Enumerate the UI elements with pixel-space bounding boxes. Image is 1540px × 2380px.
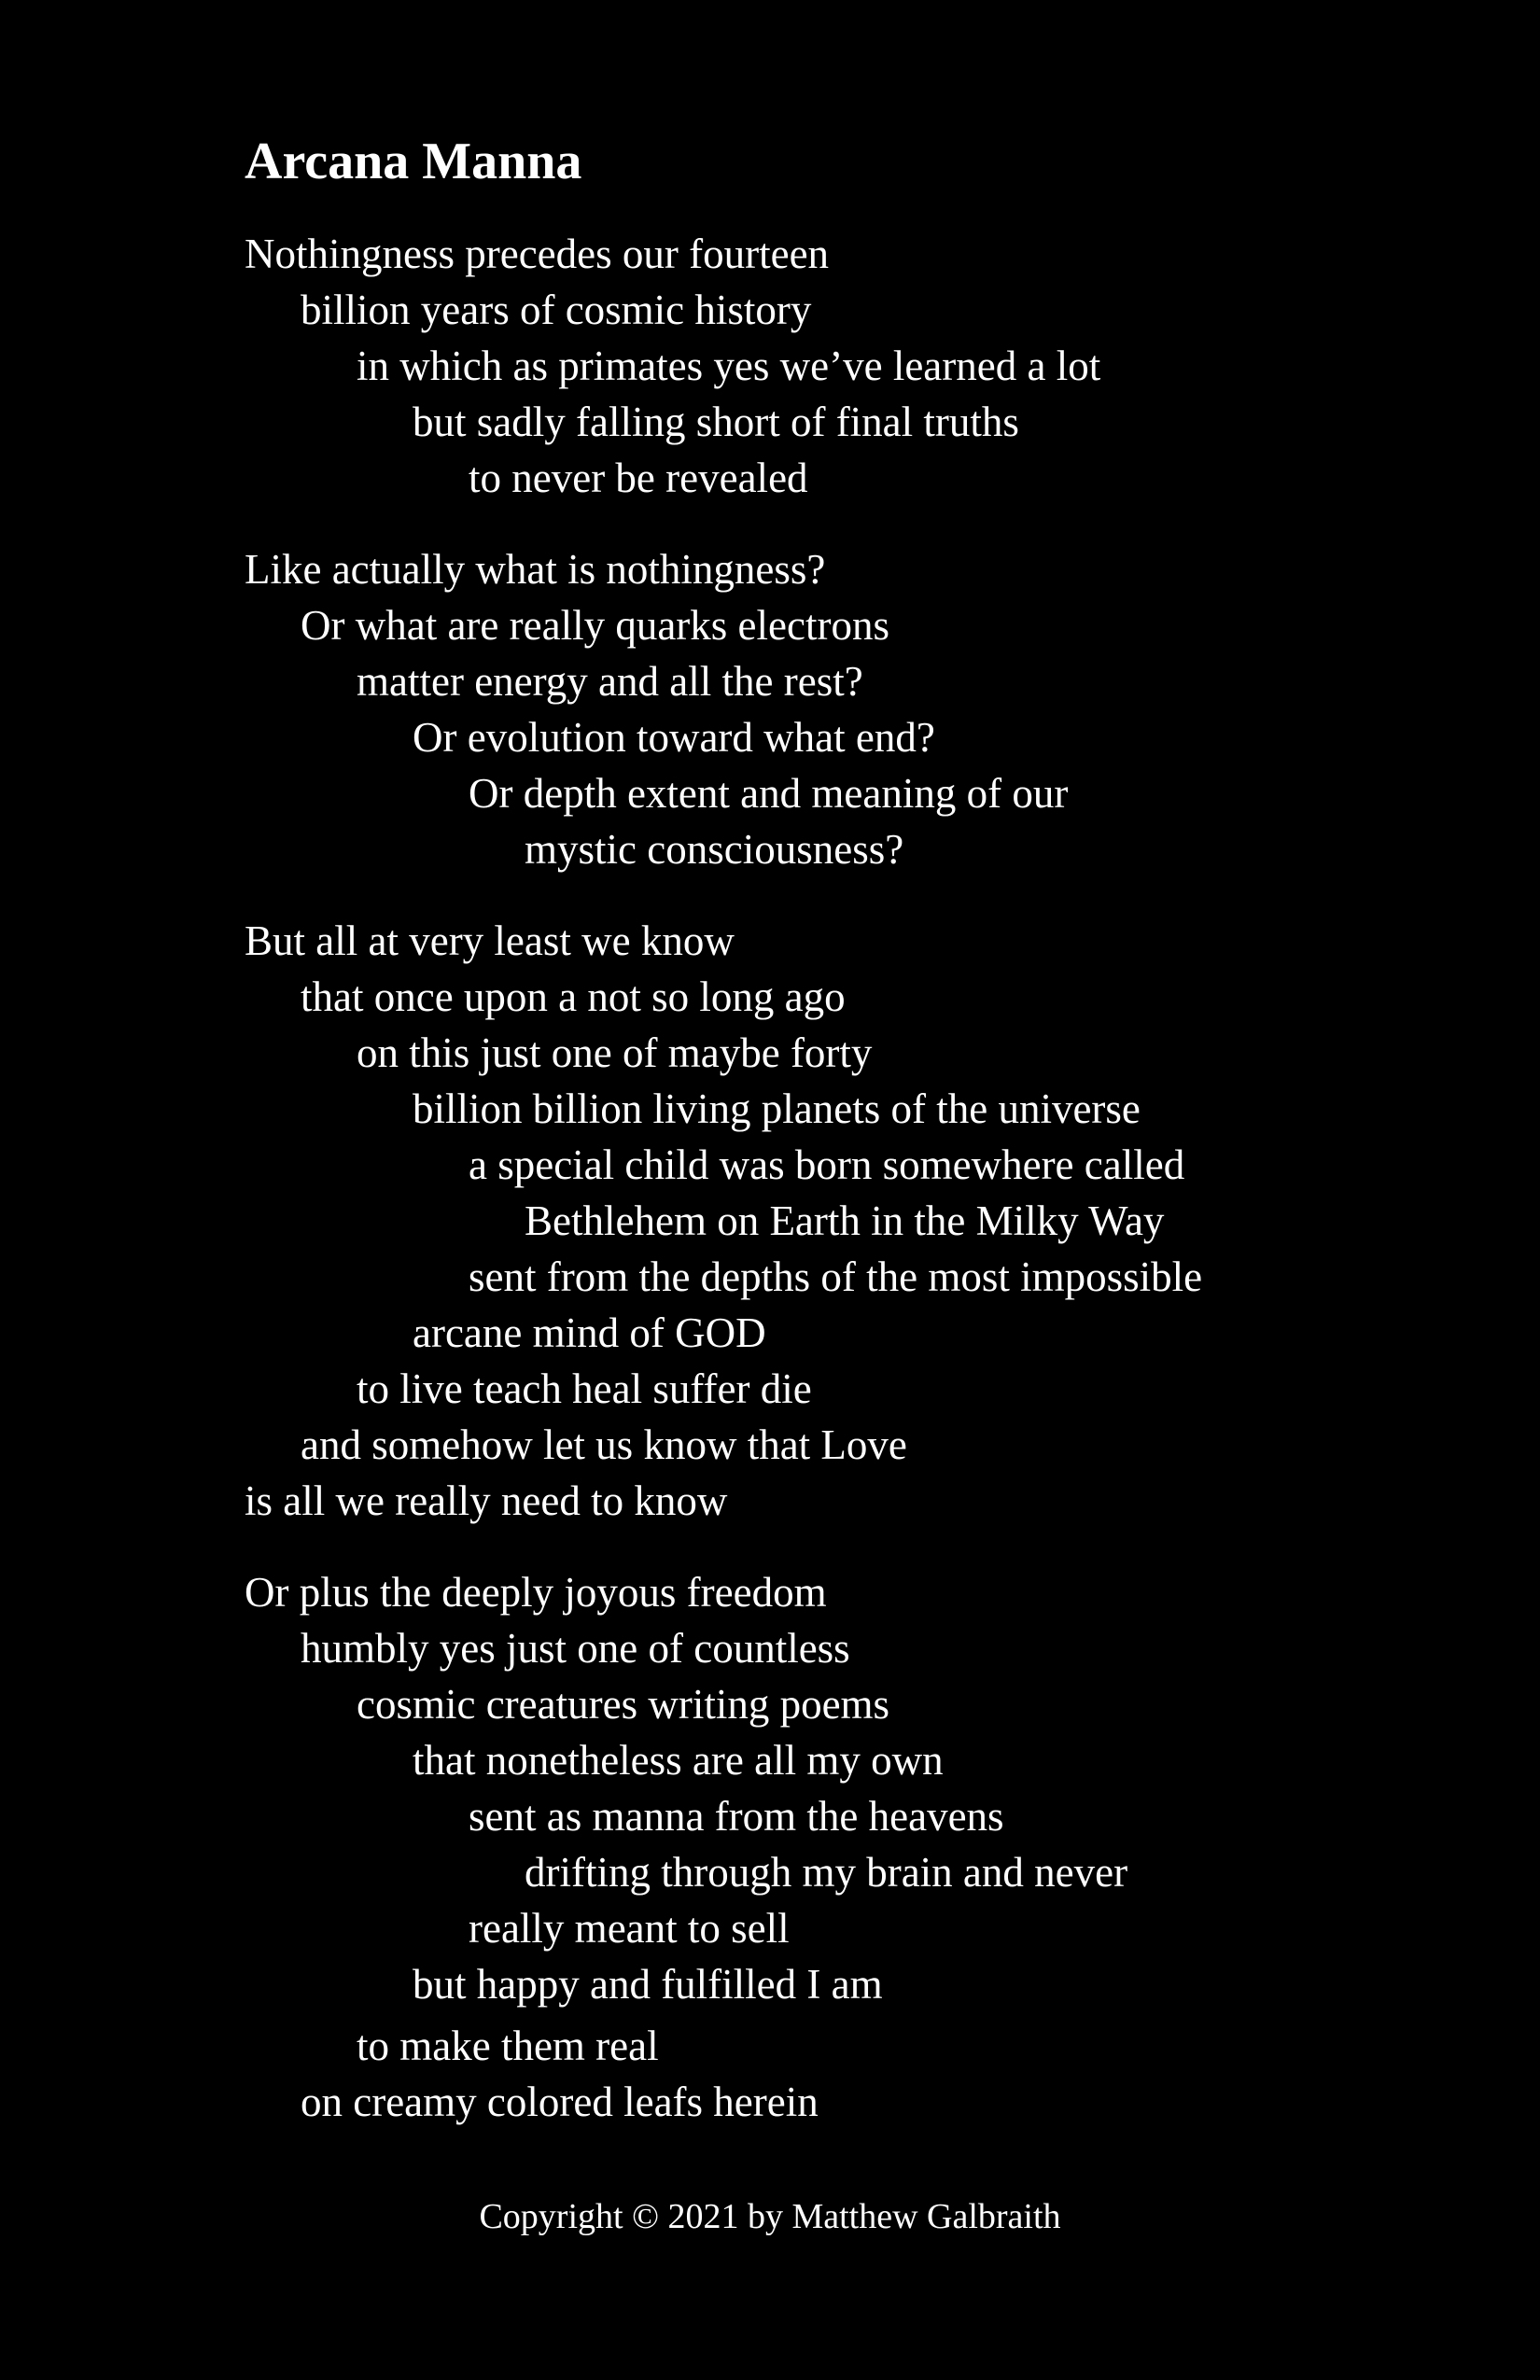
poem-line: mystic consciousness? (525, 826, 904, 873)
poem-line: sent from the depths of the most impossible (469, 1253, 1203, 1300)
poem-line: is all we really need to know (245, 1477, 728, 1524)
poem-line: sent as manna from the heavens (469, 1793, 1004, 1840)
poem-line: Or depth extent and meaning of our (469, 770, 1069, 817)
copyright-notice: Copyright © 2021 by Matthew Galbraith (479, 2197, 1061, 2236)
poem-line: Like actually what is nothingness? (245, 546, 826, 593)
poem-line: to never be revealed (469, 455, 808, 501)
poem-line: Or plus the deeply joyous freedom (245, 1569, 827, 1616)
poem-line: on this just one of maybe forty (357, 1029, 873, 1076)
poem-line: to make them real (357, 2023, 659, 2069)
poem-line: billion billion living planets of the universe (413, 1085, 1141, 1132)
poem-line: but sadly falling short of final truths (413, 399, 1019, 445)
poem-line: really meant to sell (469, 1905, 790, 1952)
poem-line: but happy and fulfilled I am (413, 1961, 883, 2008)
poem-line: that once upon a not so long ago (301, 973, 846, 1020)
poem-line: a special child was born somewhere called (469, 1141, 1185, 1188)
poem-line: and somehow let us know that Love (301, 1421, 907, 1468)
poem-line: Bethlehem on Earth in the Milky Way (525, 1197, 1165, 1244)
poem-line: in which as primates yes we’ve learned a lot (357, 343, 1101, 389)
poem-line: drifting through my brain and never (525, 1849, 1128, 1896)
poem-title: Arcana Manna (245, 133, 582, 190)
poem-line: Or what are really quarks electrons (301, 602, 889, 649)
poem-line: billion years of cosmic history (301, 287, 812, 333)
poem-line: But all at very least we know (245, 917, 735, 964)
poem-line: Or evolution toward what end? (413, 714, 935, 761)
poem-line: on creamy colored leafs herein (301, 2079, 819, 2125)
poem-line: Nothingness precedes our fourteen (245, 231, 830, 277)
poem-line: humbly yes just one of countless (301, 1625, 850, 1672)
poem-line: to live teach heal suffer die (357, 1365, 812, 1412)
poem-line: arcane mind of GOD (413, 1309, 766, 1356)
poem-line: that nonetheless are all my own (413, 1737, 944, 1784)
poem-line: matter energy and all the rest? (357, 658, 863, 705)
poem-line: cosmic creatures writing poems (357, 1681, 890, 1728)
